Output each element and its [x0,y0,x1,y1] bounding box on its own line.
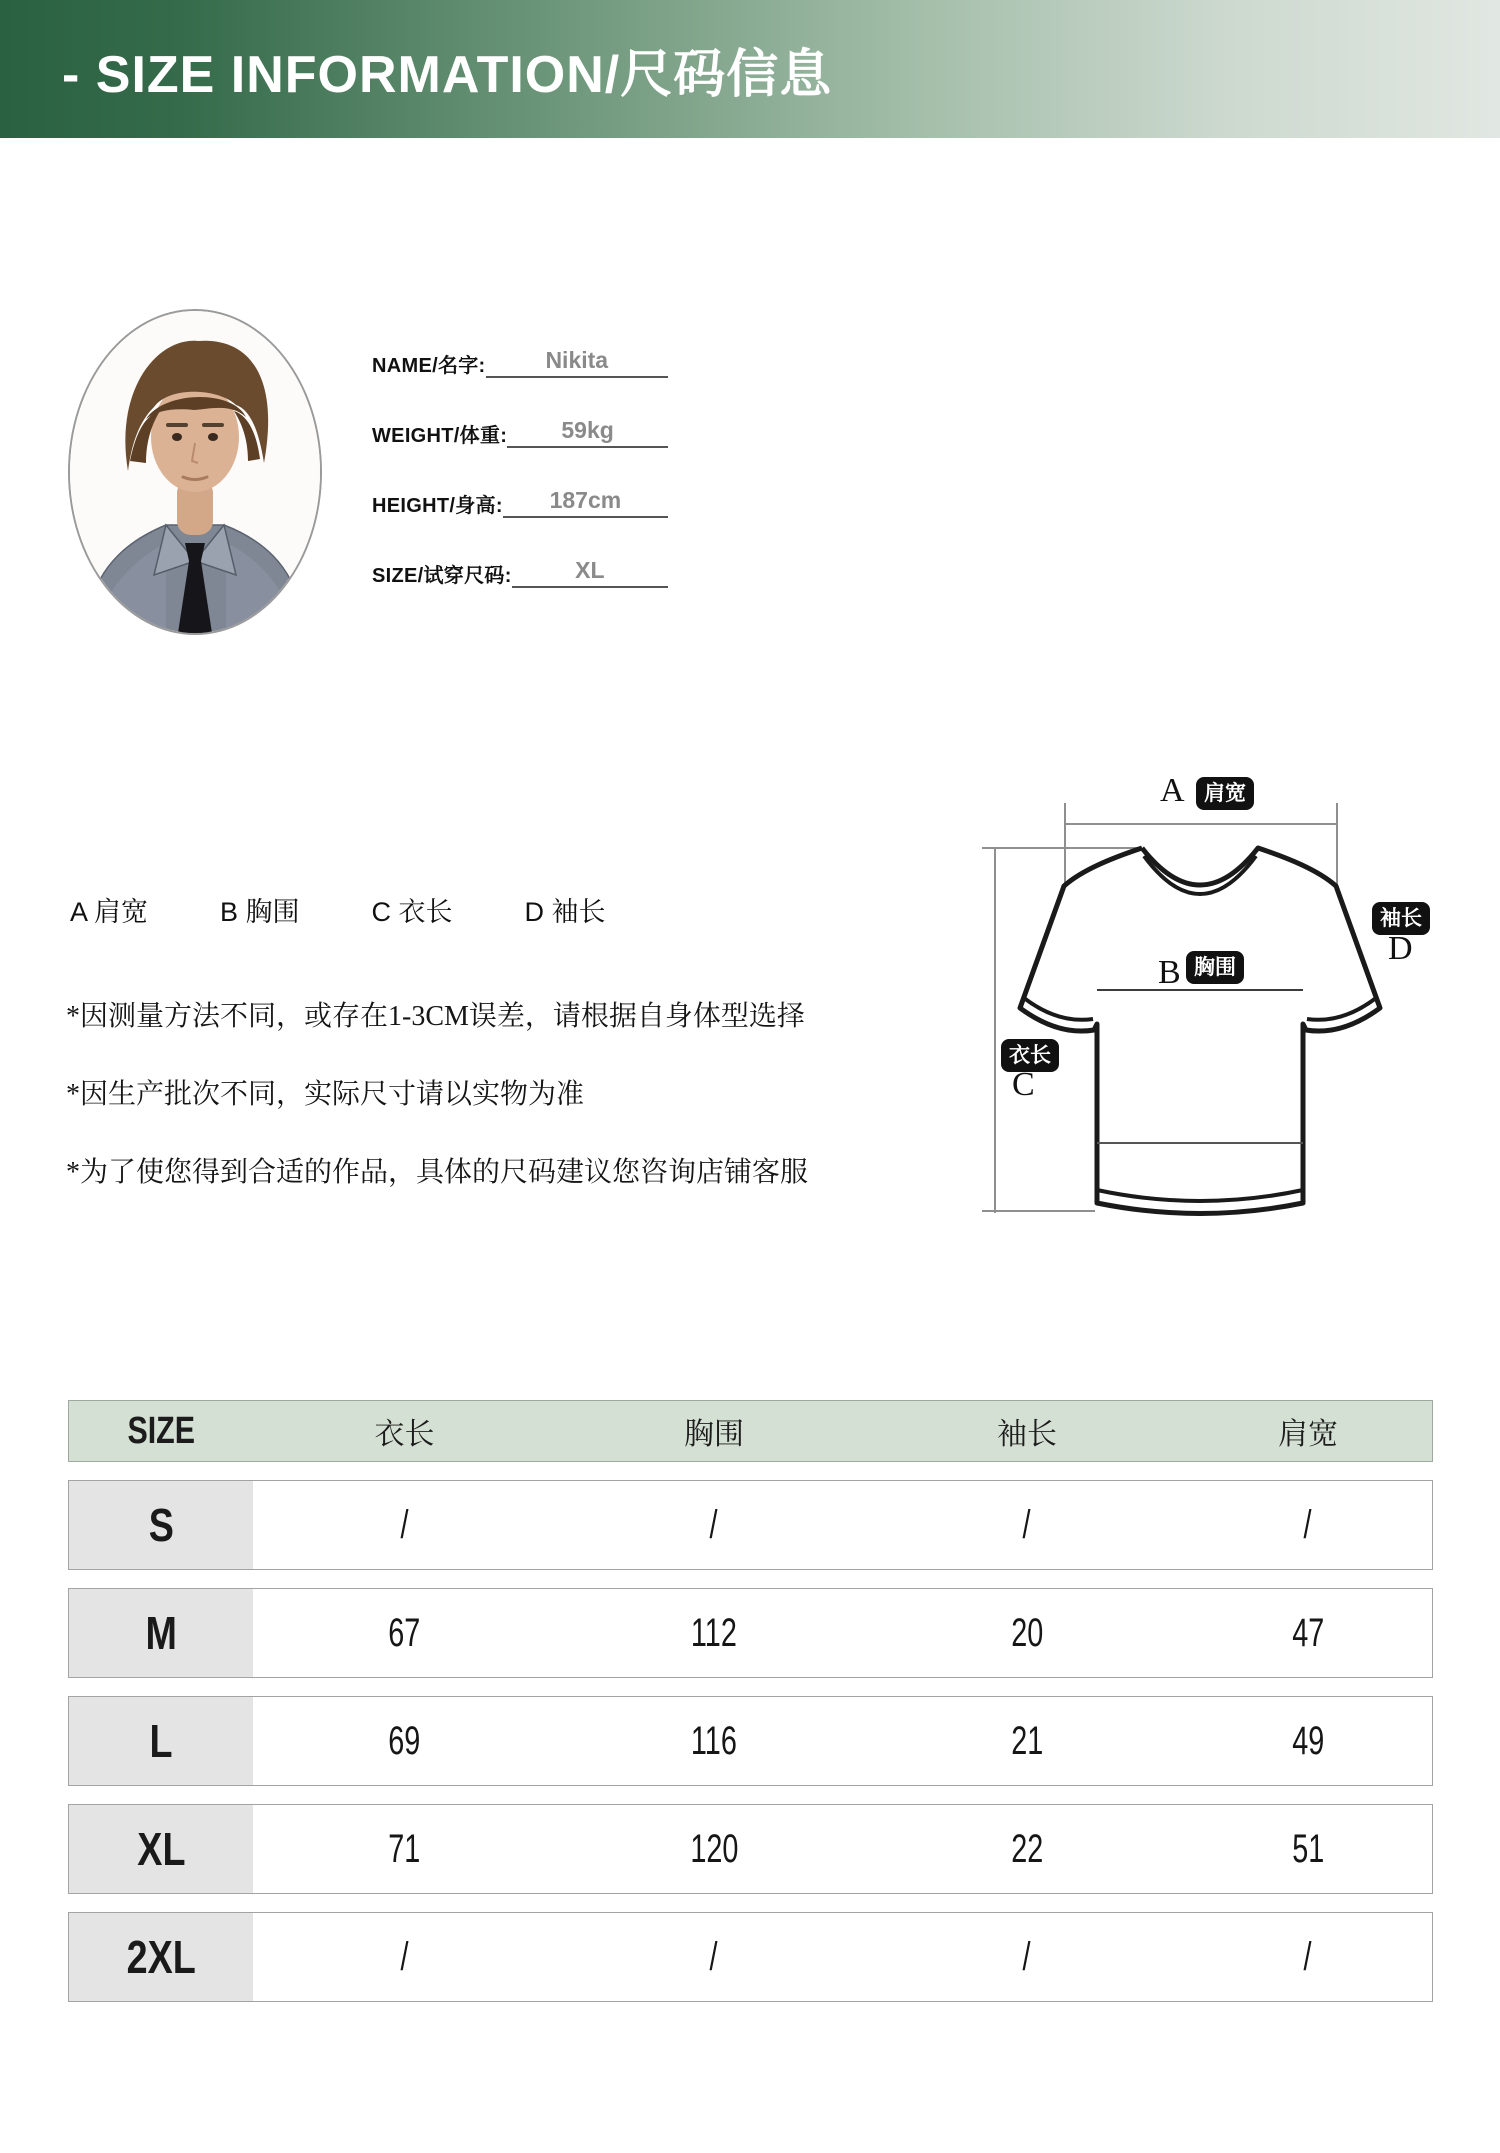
col-header-length: 衣长 [374,1418,435,1451]
size-label: SIZE/试穿尺码: [372,565,512,587]
cell-value: / [709,1502,719,1547]
length-badge: 衣长 [1001,1039,1059,1072]
cell-value: / [400,1934,409,1979]
note-contact-service: *为了使您得到合适的作品，具体的尺码建议您咨询店铺客服 [66,1157,809,1188]
cell-value: / [1303,1502,1313,1547]
size-value: XL [575,557,605,583]
field-size [372,554,668,588]
table-row-m [68,1588,1433,1678]
page-title: - SIZE INFORMATION/尺码信息 [62,45,833,104]
col-header-chest: 胸围 [684,1418,744,1451]
legend-sleeve: D 袖长 [524,897,606,927]
cell-value: 69 [388,1718,421,1763]
shirt-line-art [960,760,1500,1240]
cell-value: / [709,1934,719,1979]
name-label: NAME/名字: [372,355,486,377]
cell-value: 112 [691,1610,737,1655]
weight-value: 59kg [561,417,614,443]
field-name [372,344,668,378]
table-row-2xl [68,1912,1433,2002]
sleeve-badge: 袖长 [1372,902,1430,935]
note-measure-tolerance: *因测量方法不同，或存在1-3CM误差，请根据自身体型选择 [66,1001,805,1032]
banner [0,0,1500,138]
shoulder-letter: A [1160,772,1185,809]
legend-shoulder: A 肩宽 [70,897,149,927]
cell-value: / [1022,1502,1032,1547]
sleeve-letter: D [1388,930,1413,967]
cell-value: / [400,1502,409,1547]
cell-value: 21 [1010,1718,1044,1763]
name-value: Nikita [545,347,609,373]
cell-value: 116 [691,1718,737,1763]
table-row-s [68,1480,1433,1570]
table-row-l [68,1696,1433,1786]
note-batch-difference: *因生产批次不同，实际尺寸请以实物为准 [66,1079,585,1110]
cell-value: 67 [388,1610,421,1655]
cell-value: 20 [1010,1610,1044,1655]
cell-value: 51 [1291,1826,1325,1871]
row-size-label: XL [136,1823,186,1875]
cell-value: 47 [1291,1610,1325,1655]
cell-value: 71 [388,1826,421,1871]
cell-value: 22 [1010,1826,1044,1871]
cell-value: / [1303,1934,1313,1979]
height-value: 187cm [549,487,622,513]
col-header-sleeve: 袖长 [997,1418,1057,1451]
model-photo [68,309,322,635]
row-size-label: 2XL [126,1931,196,1983]
field-weight [372,414,668,448]
chest-letter: B [1158,954,1181,991]
height-label: HEIGHT/身高: [372,495,503,517]
chest-badge: 胸围 [1186,951,1244,984]
col-header-shoulder: 肩宽 [1278,1418,1338,1451]
table-row-xl [68,1804,1433,1894]
weight-label: WEIGHT/体重: [372,425,508,447]
shoulder-badge: 肩宽 [1196,777,1254,810]
notes [66,994,808,1228]
cell-value: 49 [1291,1718,1325,1763]
measurement-legend [70,890,606,929]
model-portrait-illustration [70,311,320,633]
size-table [68,1400,1433,2002]
size-table-header [68,1400,1433,1462]
row-size-label: M [145,1607,177,1659]
length-letter: C [1012,1066,1035,1103]
shirt-measurement-diagram [960,760,1500,1240]
row-size-label: S [148,1499,174,1551]
cell-value: 120 [689,1826,739,1871]
field-height [372,484,668,518]
legend-length: C 衣长 [371,897,453,927]
legend-chest: B 胸围 [220,897,300,927]
cell-value: / [1022,1934,1032,1979]
col-header-size: SIZE [127,1409,195,1452]
row-size-label: L [149,1715,173,1767]
